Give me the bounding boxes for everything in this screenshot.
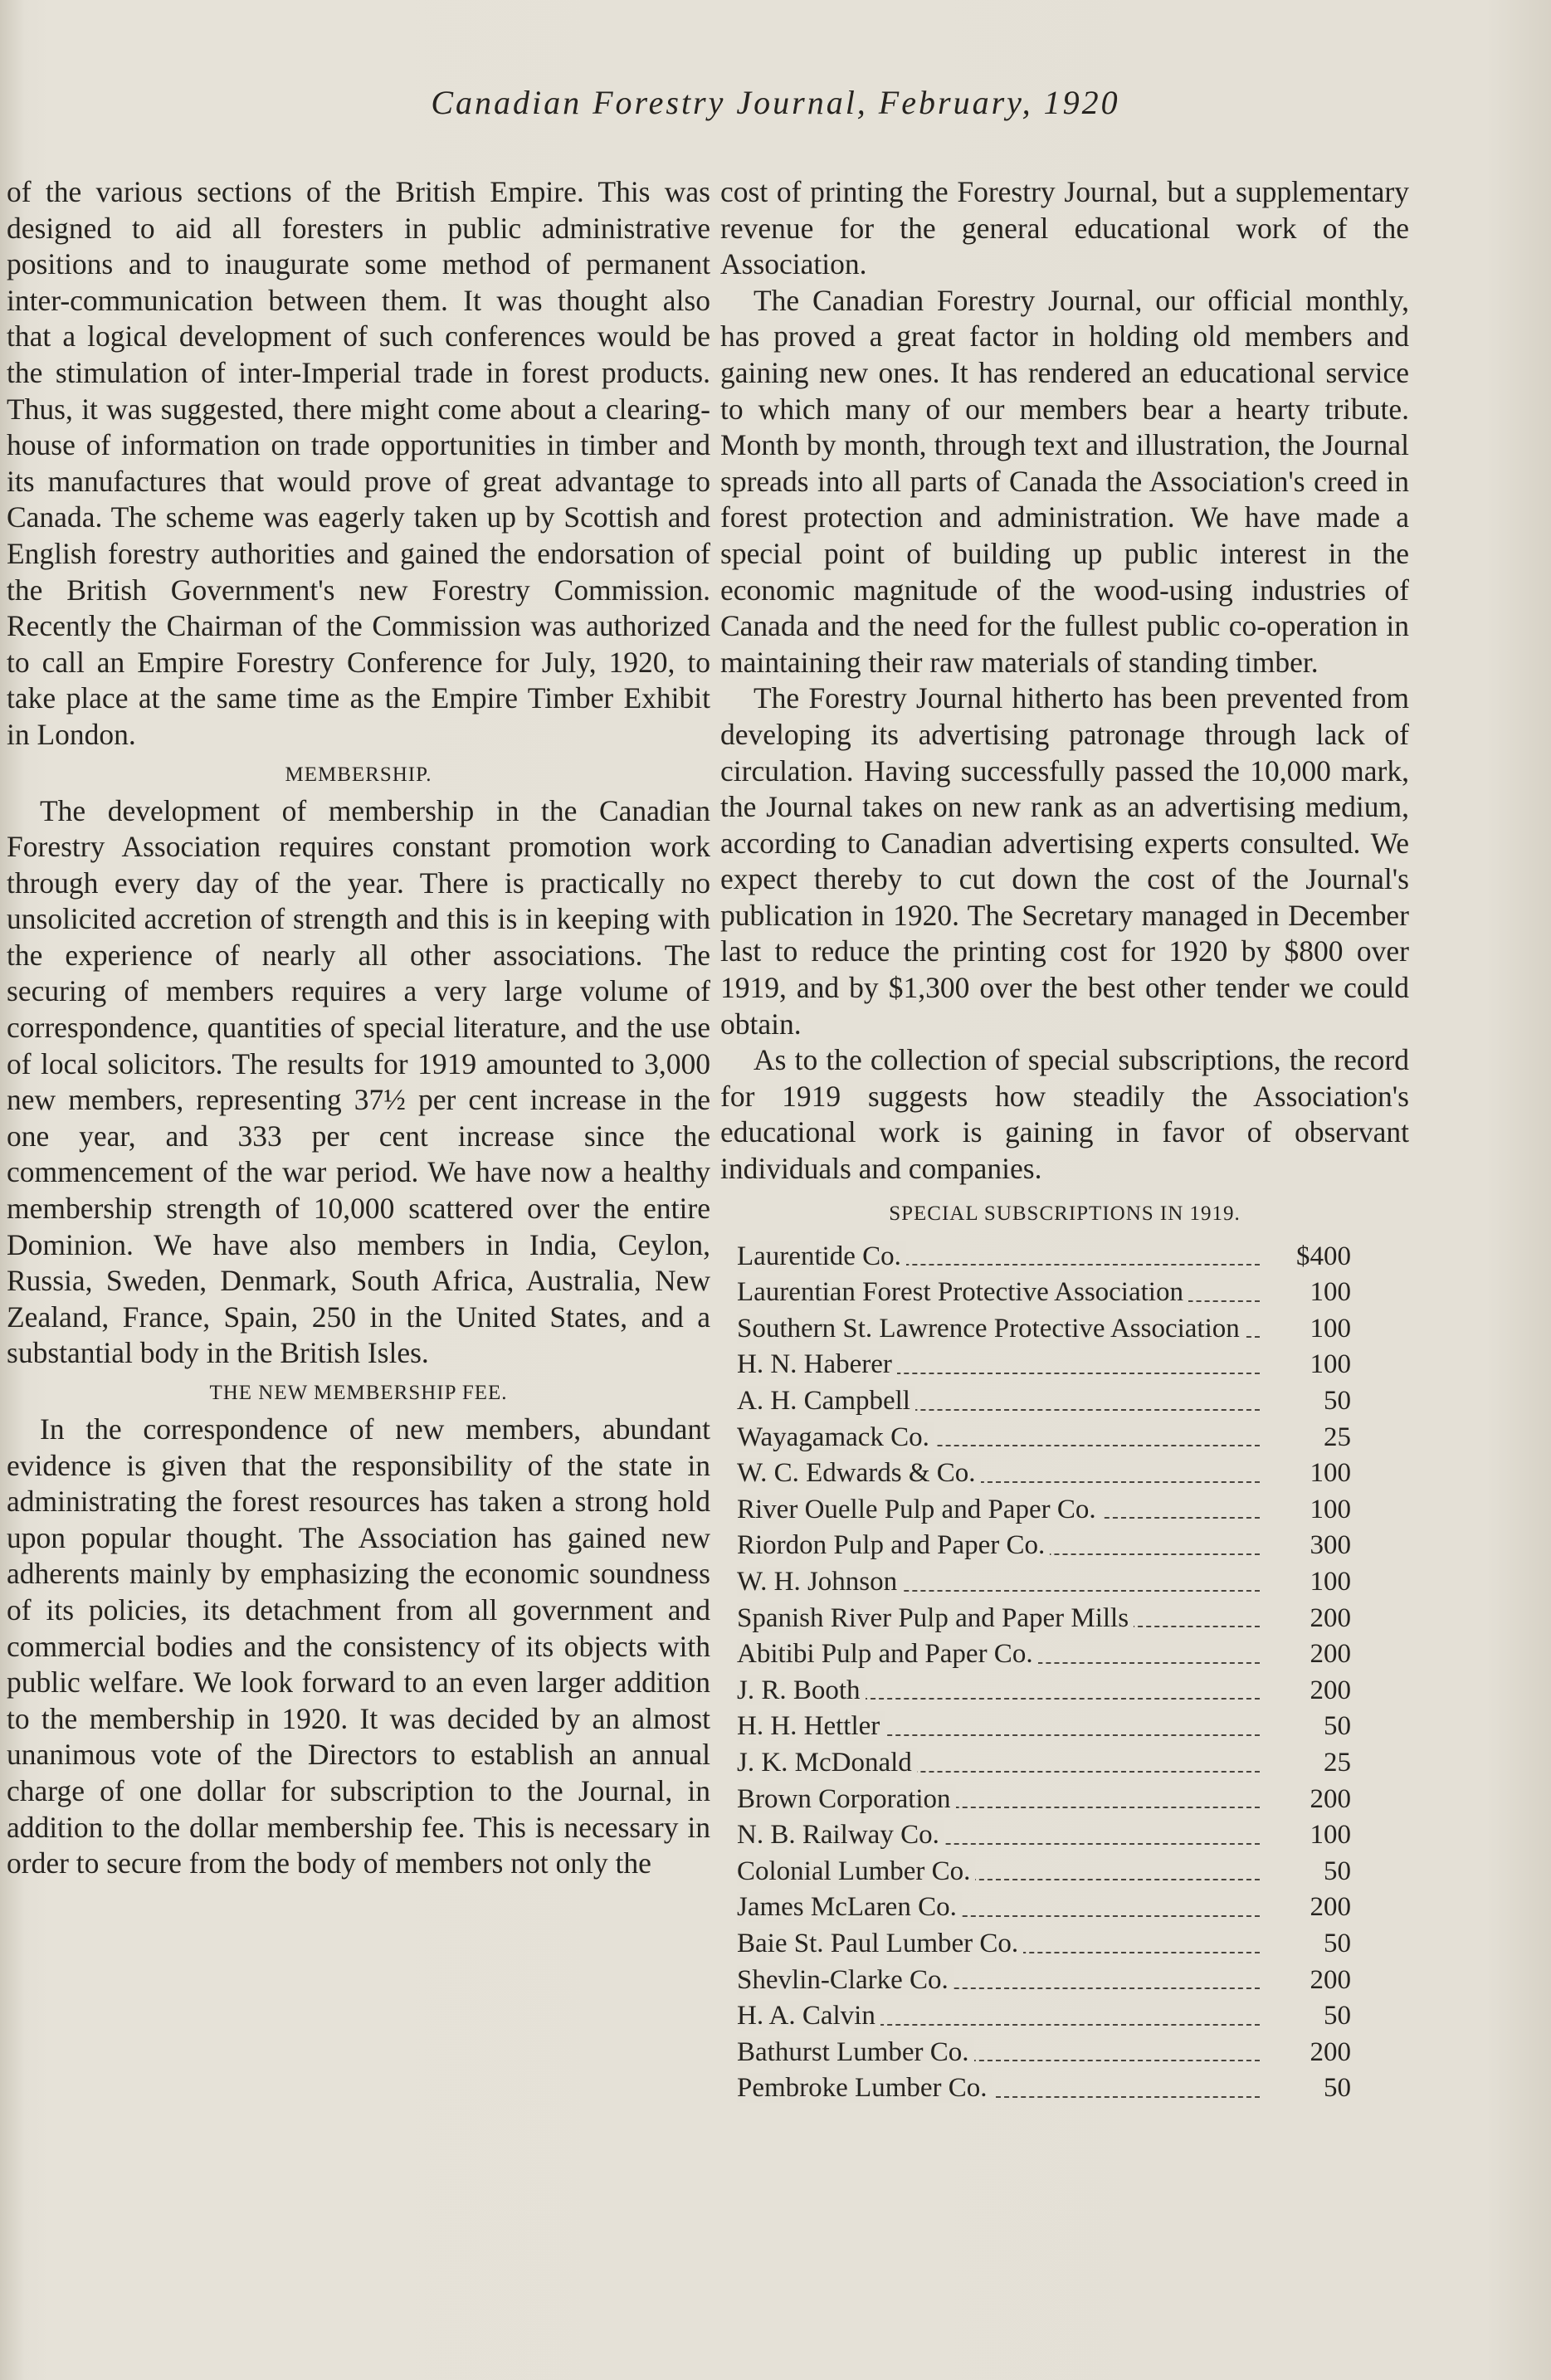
left-paragraph-3: In the correspondence of new members, abundant evidence is given that the responsibility of the state in administrating the forest resources has taken a strong hold upon popular thought. The Association has gained new adherents mainly by emphasizing the economic soundness of its policies, its detachment from all government and commercial bodies and the consistency of its objects with public welfare. We look forward to an even larger addition to the membership in 1920. It was decided by an almost unanimous vote of the Directors to establish an annual charge of one dollar for subscription to the Journal, in addition to the dollar membership fee. This is necessary in order to secure from the body of members not only the <box>7 1412 710 1880</box>
subscription-amount: 100 <box>1310 1566 1351 1597</box>
right-paragraph-2: The Canadian Forestry Journal, our official monthly, has proved a great factor in holding old members and gaining new ones. It has rendered an educational service to which many of our members bear a hearty tribute. Month by month, through text and illustration, the Journal spreads into all parts of Canada the Association's creed in forest protection and administration. We have made a special point of building up public interest in the economic magnitude of the wood-using industries of Canada and the need for the fullest public co-operation in maintaining their raw materials of standing timber. <box>720 283 1409 679</box>
subscription-row <box>737 2070 1351 2107</box>
subscription-leader <box>737 1745 1268 1782</box>
subscription-leader <box>737 1456 1268 1492</box>
subscriber-name: J. R. Booth <box>737 1675 866 1705</box>
subscription-leader <box>737 1564 1268 1601</box>
subscription-amount: 100 <box>1310 1349 1351 1380</box>
right-paragraph-4: As to the collection of special subscriptions, the record for 1919 suggests how steadily the Association's educational work is gaining in favor of observant individuals and companies. <box>720 1043 1409 1186</box>
subscription-amount: 25 <box>1324 1747 1351 1778</box>
subscription-row <box>737 1347 1351 1383</box>
subscription-row <box>737 1817 1351 1854</box>
subscription-leader <box>737 1311 1268 1348</box>
subscription-amount: 200 <box>1310 2036 1351 2067</box>
subscription-leader <box>737 1926 1268 1963</box>
subscription-leader <box>737 1709 1268 1745</box>
right-paragraph-1: cost of printing the Forestry Journal, but a supplementary revenue for the general educational work of the Association. <box>720 175 1409 281</box>
subscriber-name: Wayagamack Co. <box>737 1422 934 1452</box>
subscription-row <box>737 1456 1351 1492</box>
subscription-row <box>737 1709 1351 1745</box>
subscriber-name: H. A. Calvin <box>737 2001 880 2031</box>
subscriber-name: River Ouelle Pulp and Paper Co. <box>737 1495 1101 1524</box>
subscription-row <box>737 1239 1351 1275</box>
subscription-row <box>737 1601 1351 1637</box>
subscription-row <box>737 1963 1351 1999</box>
subscription-row <box>737 1636 1351 1673</box>
subscriber-name: Pembroke Lumber Co. <box>737 2073 993 2103</box>
subscription-amount: 50 <box>1324 1711 1351 1742</box>
subscription-leader <box>737 2070 1268 2107</box>
subscription-row <box>737 1745 1351 1782</box>
heading-new-membership-fee: THE NEW MEMBERSHIP FEE. <box>209 1382 508 1404</box>
subscription-amount: 200 <box>1310 1783 1351 1814</box>
subscription-amount: 25 <box>1324 1422 1351 1452</box>
subscription-amount: 50 <box>1324 2001 1351 2031</box>
subscription-leader <box>737 1239 1268 1275</box>
subscription-leader <box>737 1636 1268 1673</box>
subscription-amount: 100 <box>1310 1458 1351 1489</box>
subscription-row <box>737 1854 1351 1890</box>
subscriber-name: Baie St. Paul Lumber Co. <box>737 1929 1023 1958</box>
subscriber-name: Shevlin-Clarke Co. <box>737 1965 954 1995</box>
subscription-amount: 200 <box>1310 1675 1351 1705</box>
subscription-amount: 50 <box>1324 1856 1351 1886</box>
subscriber-name: N. B. Railway Co. <box>737 1820 944 1850</box>
subscriber-name: Abitibi Pulp and Paper Co. <box>737 1639 1038 1669</box>
subscription-leader <box>737 1347 1268 1383</box>
subscription-amount: 50 <box>1324 1928 1351 1958</box>
subscription-row <box>737 1528 1351 1564</box>
subscription-leader <box>737 1963 1268 1999</box>
subscription-amount: 100 <box>1310 1494 1351 1524</box>
subscription-leader <box>737 1420 1268 1456</box>
subscription-leader <box>737 1601 1268 1637</box>
subscription-leader <box>737 2035 1268 2071</box>
subscription-leader <box>737 1673 1268 1709</box>
subscriber-name: Laurentian Forest Protective Association <box>737 1277 1188 1307</box>
left-column <box>7 174 710 1882</box>
subscriber-name: Brown Corporation <box>737 1784 956 1814</box>
subscriber-name: Colonial Lumber Co. <box>737 1856 975 1886</box>
right-column <box>720 174 1409 2107</box>
subscriber-name: A. H. Campbell <box>737 1386 915 1416</box>
subscription-amount: $400 <box>1296 1241 1351 1271</box>
subscription-leader <box>737 1998 1268 2035</box>
subscription-leader <box>737 1383 1268 1420</box>
subscriber-name: Spanish River Pulp and Paper Mills <box>737 1603 1134 1633</box>
subscription-leader <box>737 1782 1268 1818</box>
subscriber-name: Bathurst Lumber Co. <box>737 2037 974 2067</box>
subscription-row <box>737 1383 1351 1420</box>
subscription-leader <box>737 1854 1268 1890</box>
subscriber-name: J. K. McDonald <box>737 1748 917 1778</box>
subscription-amount: 50 <box>1324 1386 1351 1416</box>
subscription-row <box>737 1890 1351 1926</box>
subscriber-name: H. N. Haberer <box>737 1349 897 1379</box>
subscription-leader <box>737 1890 1268 1926</box>
subscription-amount: 100 <box>1310 1820 1351 1851</box>
subscription-row <box>737 2035 1351 2071</box>
subscription-amount: 100 <box>1310 1313 1351 1344</box>
subscriber-name: James McLaren Co. <box>737 1892 962 1922</box>
subscriber-name: Riordon Pulp and Paper Co. <box>737 1530 1050 1560</box>
subscription-row <box>737 1782 1351 1818</box>
subscription-row <box>737 1311 1351 1348</box>
subscription-row <box>737 1275 1351 1311</box>
right-paragraph-3: The Forestry Journal hitherto has been prevented from developing its advertising patronage through lack of circulation. Having successfully passed the 10,000 mark, the Journal takes on new rank as an advertising medium, according to Canadian advertising experts consulted. We expect thereby to cut down the cost of the Journal's publication in 1920. The Secretary managed in December last to reduce the printing cost for 1920 by $800 over 1919, and by $1,300 over the best other tender we could obtain. <box>720 681 1409 1041</box>
subscription-leader <box>737 1492 1268 1529</box>
subscriber-name: H. H. Hettler <box>737 1711 885 1741</box>
heading-membership: MEMBERSHIP. <box>285 763 432 786</box>
subscription-row <box>737 1492 1351 1529</box>
subscription-amount: 50 <box>1324 2073 1351 2104</box>
running-head: Canadian Forestry Journal, February, 1920 <box>431 84 1120 121</box>
subscriber-name: W. H. Johnson <box>737 1567 902 1597</box>
left-paragraph-1: of the various sections of the British Empire. This was designed to aid all foresters in public administrative positions and to inaugurate some method of permanent inter-communication between them. It was thought also that a logical development of such conferences would be the stimulation of inter-Imperial trade in forest products. Thus, it was suggested, there might come about a clearing-house of information on trade opportunities in timber and its manufactures that would prove of great advantage to Canada. The scheme was eagerly taken up by Scottish and English forestry authorities and gained the endorsation of the British Government's new Forestry Commission. Recently the Chairman of the Commission was authorized to call an Empire Forestry Conference for July, 1920, to take place at the same time as the Empire Timber Exhibit in London. <box>7 175 710 751</box>
subscription-leader <box>737 1275 1268 1311</box>
subscription-row <box>737 1564 1351 1601</box>
subscription-row <box>737 1998 1351 2035</box>
subscription-amount: 200 <box>1310 1602 1351 1633</box>
left-paragraph-2: The development of membership in the Canadian Forestry Association requires constant promotion work through every day of the year. There is practically no unsolicited accretion of strength and this is in keeping with the experience of nearly all other associations. The securing of members requires a very large volume of correspondence, quantities of special literature, and the use of local solicitors. The results for 1919 amounted to 3,000 new members, representing 37½ per cent increase in the one year, and 333 per cent increase since the commencement of the war period. We have now a healthy membership strength of 10,000 scattered over the entire Dominion. We have also members in India, Ceylon, Russia, Sweden, Denmark, South Africa, Australia, New Zealand, France, Spain, 250 in the United States, and a substantial body in the British Isles. <box>7 793 710 1370</box>
subscription-amount: 200 <box>1310 1964 1351 1995</box>
subscriber-name: Southern St. Lawrence Protective Association <box>737 1314 1245 1344</box>
subscriber-name: W. C. Edwards & Co. <box>737 1458 981 1488</box>
heading-special-subscriptions: SPECIAL SUBSCRIPTIONS IN 1919. <box>889 1202 1241 1225</box>
subscription-row <box>737 1926 1351 1963</box>
subscription-amount: 100 <box>1310 1277 1351 1308</box>
subscription-leader <box>737 1817 1268 1854</box>
subscription-amount: 200 <box>1310 1639 1351 1670</box>
subscription-amount: 200 <box>1310 1892 1351 1923</box>
subscription-row <box>737 1673 1351 1709</box>
subscription-row <box>737 1420 1351 1456</box>
subscription-leader <box>737 1528 1268 1564</box>
subscriber-name: Laurentide Co. <box>737 1241 906 1271</box>
subscription-amount: 300 <box>1310 1530 1351 1561</box>
subscriptions-table <box>737 1239 1351 2107</box>
